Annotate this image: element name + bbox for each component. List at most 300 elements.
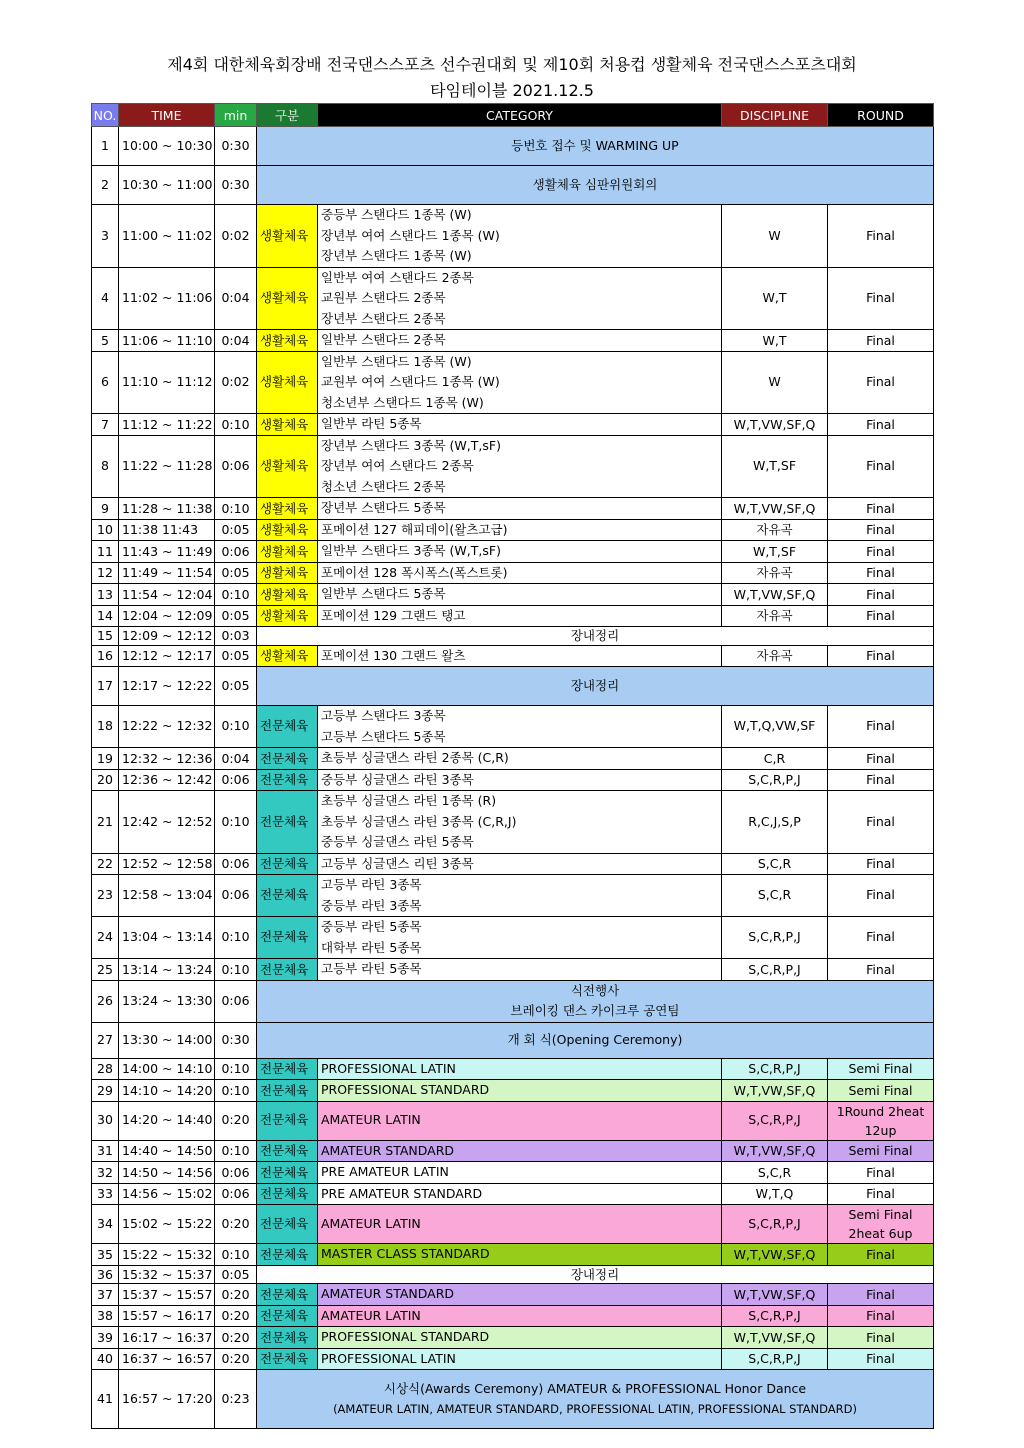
table-row — [92, 519, 934, 541]
category-line: 장년부 여여 스탠다드 1종목 (W) — [321, 227, 500, 243]
row-duration: 0:30 — [215, 1022, 257, 1058]
row-time: 15:02 ~ 15:22 — [119, 1205, 215, 1244]
row-division-badge: 전문체육 — [257, 1284, 318, 1306]
row-duration: 0:10 — [215, 706, 257, 748]
row-discipline: S,C,R — [722, 1162, 828, 1184]
row-discipline: W,T,Q — [722, 1183, 828, 1205]
row-division-badge: 생활체육 — [257, 205, 318, 268]
table-row — [92, 980, 934, 1022]
table-row — [92, 1205, 934, 1244]
table-row — [92, 627, 934, 646]
row-division-badge: 전문체육 — [257, 706, 318, 748]
row-division-badge: 생활체육 — [257, 414, 318, 436]
row-time: 14:40 ~ 14:50 — [119, 1140, 215, 1162]
table-row — [92, 748, 934, 770]
category-line: AMATEUR LATIN — [321, 1112, 421, 1128]
table-row — [92, 584, 934, 606]
row-discipline: S,C,R,P,J — [722, 959, 828, 981]
row-division-badge: 전문체육 — [257, 1244, 318, 1266]
row-division-badge: 생활체육 — [257, 519, 318, 541]
category-line: PROFESSIONAL STANDARD — [321, 1082, 490, 1097]
row-round: Final — [828, 1244, 934, 1266]
row-duration: 0:10 — [215, 1080, 257, 1102]
announcement-line: 생활체육 심판위원회의 — [532, 176, 658, 192]
table-row — [92, 605, 934, 627]
row-duration: 0:10 — [215, 917, 257, 959]
row-discipline: S,C,R,P,J — [722, 1058, 828, 1080]
row-division-badge: 생활체육 — [257, 541, 318, 563]
row-category — [318, 330, 722, 352]
table-row — [92, 1327, 934, 1349]
table-row — [92, 875, 934, 917]
row-category — [318, 351, 722, 414]
row-division-badge: 전문체육 — [257, 853, 318, 875]
row-time: 14:50 ~ 14:56 — [119, 1162, 215, 1184]
row-discipline: 자유곡 — [722, 645, 828, 667]
row-time: 12:17 ~ 12:22 — [119, 667, 215, 706]
row-duration: 0:04 — [215, 330, 257, 352]
row-number: 19 — [92, 748, 119, 770]
row-division-badge: 전문체육 — [257, 1080, 318, 1102]
row-round: Final — [828, 791, 934, 854]
category-line: AMATEUR STANDARD — [321, 1286, 455, 1301]
category-line: 초등부 싱글댄스 라틴 2종목 (C,R) — [321, 750, 509, 765]
row-round: Final — [828, 1327, 934, 1349]
row-number: 20 — [92, 769, 119, 791]
category-line: 고등부 라틴 3종목 — [321, 877, 422, 892]
row-category — [318, 414, 722, 436]
announcement-line: (AMATEUR LATIN, AMATEUR STANDARD, PROFESSIONAL LATIN, PROFESSIONAL STANDARD) — [333, 1402, 857, 1416]
row-round: Final — [828, 519, 934, 541]
row-discipline: 자유곡 — [722, 519, 828, 541]
row-time: 12:12 ~ 12:17 — [119, 645, 215, 667]
row-discipline: W,T,VW,SF,Q — [722, 1327, 828, 1349]
row-number: 30 — [92, 1101, 119, 1140]
row-number: 25 — [92, 959, 119, 981]
row-duration: 0:20 — [215, 1305, 257, 1327]
row-division-badge: 전문체육 — [257, 769, 318, 791]
row-round: Final — [828, 351, 934, 414]
row-time: 12:42 ~ 12:52 — [119, 791, 215, 854]
row-number: 27 — [92, 1022, 119, 1058]
row-time: 12:36 ~ 12:42 — [119, 769, 215, 791]
row-duration: 0:20 — [215, 1348, 257, 1370]
table-row — [92, 1305, 934, 1327]
row-time: 15:32 ~ 15:37 — [119, 1265, 215, 1284]
row-time: 12:58 ~ 13:04 — [119, 875, 215, 917]
row-category — [318, 498, 722, 520]
row-discipline: W — [722, 351, 828, 414]
row-category — [318, 1244, 722, 1266]
category-line: 청소년 스탠다드 2종목 — [321, 478, 446, 494]
row-duration: 0:02 — [215, 351, 257, 414]
category-line: 대학부 라틴 5종목 — [321, 939, 422, 955]
row-time: 11:22 ~ 11:28 — [119, 435, 215, 498]
category-line: 일반부 라틴 5종목 — [321, 416, 422, 431]
row-division-badge: 전문체육 — [257, 1162, 318, 1184]
row-number: 22 — [92, 853, 119, 875]
row-division-badge: 생활체육 — [257, 584, 318, 606]
row-round: Final — [828, 414, 934, 436]
row-division-badge: 전문체육 — [257, 1183, 318, 1205]
row-division-badge: 생활체육 — [257, 435, 318, 498]
row-discipline: S,C,R,P,J — [722, 917, 828, 959]
table-row — [92, 1022, 934, 1058]
row-round: Final — [828, 748, 934, 770]
row-round: 1Round 2heat 12up — [828, 1101, 934, 1140]
row-division-badge: 전문체육 — [257, 875, 318, 917]
table-row — [92, 541, 934, 563]
announcement-line: 장내정리 — [570, 628, 620, 643]
row-discipline: W,T — [722, 267, 828, 330]
table-row — [92, 645, 934, 667]
row-category — [318, 645, 722, 667]
row-division-badge: 전문체육 — [257, 959, 318, 981]
row-round: Semi Final 2heat 6up — [828, 1205, 934, 1244]
row-time: 12:52 ~ 12:58 — [119, 853, 215, 875]
row-number: 13 — [92, 584, 119, 606]
row-number: 17 — [92, 667, 119, 706]
row-category — [318, 1284, 722, 1306]
row-discipline: W,T,VW,SF,Q — [722, 1080, 828, 1102]
row-time: 14:56 ~ 15:02 — [119, 1183, 215, 1205]
row-duration: 0:20 — [215, 1205, 257, 1244]
row-duration: 0:05 — [215, 562, 257, 584]
row-number: 23 — [92, 875, 119, 917]
table-row — [92, 1348, 934, 1370]
row-announcement — [257, 166, 934, 205]
row-duration: 0:03 — [215, 627, 257, 646]
row-number: 16 — [92, 645, 119, 667]
row-number: 2 — [92, 166, 119, 205]
category-line: PROFESSIONAL STANDARD — [321, 1329, 490, 1344]
row-time: 13:04 ~ 13:14 — [119, 917, 215, 959]
row-duration: 0:10 — [215, 414, 257, 436]
row-discipline: 자유곡 — [722, 605, 828, 627]
row-category — [318, 435, 722, 498]
category-line: AMATEUR STANDARD — [321, 1142, 455, 1158]
row-number: 40 — [92, 1348, 119, 1370]
row-duration: 0:06 — [215, 1162, 257, 1184]
row-time: 11:54 ~ 12:04 — [119, 584, 215, 606]
row-time: 11:38 11:43 — [119, 519, 215, 541]
row-time: 10:30 ~ 11:00 — [119, 166, 215, 205]
announcement-line: 등번호 접수 및 WARMING UP — [511, 137, 679, 153]
row-time: 11:02 ~ 11:06 — [119, 267, 215, 330]
table-row — [92, 498, 934, 520]
category-line: 교원부 스탠다드 2종목 — [321, 290, 446, 305]
category-line: PRE AMATEUR STANDARD — [321, 1185, 483, 1201]
row-time: 13:30 ~ 14:00 — [119, 1022, 215, 1058]
document-title: 제4회 대한체육회장배 전국댄스스포츠 선수권대회 및 제10회 처용컵 생활체육 전국댄스스포츠대회 — [167, 55, 857, 74]
row-round: Final — [828, 435, 934, 498]
table-row — [92, 1183, 934, 1205]
category-line: PROFESSIONAL LATIN — [321, 1060, 456, 1076]
row-round: Final — [828, 645, 934, 667]
row-division-badge: 전문체육 — [257, 1327, 318, 1349]
row-number: 11 — [92, 541, 119, 563]
row-time: 15:57 ~ 16:17 — [119, 1305, 215, 1327]
row-round: Final — [828, 605, 934, 627]
row-discipline: S,C,R,P,J — [722, 769, 828, 791]
row-number: 36 — [92, 1265, 119, 1284]
row-number: 5 — [92, 330, 119, 352]
announcement-line: 장내정리 — [570, 1266, 620, 1282]
category-line: 포메이션 128 폭시폭스(폭스트롯) — [321, 564, 508, 580]
table-row — [92, 1101, 934, 1140]
row-discipline: S,C,R,P,J — [722, 1205, 828, 1244]
category-line: 장년부 여여 스탠다드 2종목 — [321, 458, 474, 473]
category-line: 중등부 싱글댄스 라틴 5종목 — [321, 834, 474, 849]
category-line: 일반부 여여 스탠다드 2종목 — [321, 269, 474, 285]
row-duration: 0:04 — [215, 748, 257, 770]
row-announcement — [257, 127, 934, 166]
column-header-min: min — [215, 104, 257, 127]
row-number: 7 — [92, 414, 119, 436]
row-category — [318, 917, 722, 959]
row-duration: 0:05 — [215, 519, 257, 541]
row-division-badge: 생활체육 — [257, 645, 318, 667]
row-category — [318, 1205, 722, 1244]
row-announcement — [257, 980, 934, 1022]
timetable — [91, 103, 934, 1429]
table-row — [92, 1244, 934, 1266]
table-row — [92, 1265, 934, 1284]
row-category — [318, 1080, 722, 1102]
row-round: Final — [828, 875, 934, 917]
row-duration: 0:30 — [215, 166, 257, 205]
row-round: Final — [828, 1284, 934, 1306]
row-discipline: S,C,R,P,J — [722, 1305, 828, 1327]
table-row — [92, 1058, 934, 1080]
row-round: Final — [828, 1305, 934, 1327]
table-row — [92, 127, 934, 166]
category-line: 교원부 여여 스탠다드 1종목 (W) — [321, 374, 500, 389]
row-number: 15 — [92, 627, 119, 646]
row-number: 24 — [92, 917, 119, 959]
row-discipline: W,T,VW,SF,Q — [722, 1244, 828, 1266]
row-category — [318, 959, 722, 981]
table-row — [92, 706, 934, 748]
table-row — [92, 959, 934, 981]
row-time: 14:00 ~ 14:10 — [119, 1058, 215, 1080]
category-line: 일반부 스탠다드 1종목 (W) — [321, 353, 472, 369]
row-discipline: 자유곡 — [722, 562, 828, 584]
table-row — [92, 791, 934, 854]
row-duration: 0:10 — [215, 498, 257, 520]
row-division-badge: 전문체육 — [257, 1205, 318, 1244]
category-line: 포메이션 129 그랜드 탱고 — [321, 607, 466, 623]
row-number: 38 — [92, 1305, 119, 1327]
row-round: Final — [828, 1348, 934, 1370]
table-row — [92, 769, 934, 791]
row-discipline: W,T,Q,VW,SF — [722, 706, 828, 748]
row-announcement — [257, 667, 934, 706]
row-duration: 0:20 — [215, 1327, 257, 1349]
row-announcement — [257, 1370, 934, 1429]
row-duration: 0:06 — [215, 435, 257, 498]
column-header-time: TIME — [119, 104, 215, 127]
row-announcement — [257, 1265, 934, 1284]
row-duration: 0:05 — [215, 1265, 257, 1284]
row-division-badge: 생활체육 — [257, 605, 318, 627]
row-division-badge: 전문체육 — [257, 1101, 318, 1140]
row-time: 11:00 ~ 11:02 — [119, 205, 215, 268]
announcement-line: 시상식(Awards Ceremony) AMATEUR & PROFESSIONAL Honor Dance — [383, 1380, 807, 1396]
row-category — [318, 853, 722, 875]
row-round: Final — [828, 917, 934, 959]
category-line: PROFESSIONAL LATIN — [321, 1350, 456, 1366]
row-division-badge: 생활체육 — [257, 498, 318, 520]
row-category — [318, 1162, 722, 1184]
row-category — [318, 1305, 722, 1327]
row-category — [318, 875, 722, 917]
row-time: 16:37 ~ 16:57 — [119, 1348, 215, 1370]
table-row — [92, 166, 934, 205]
row-number: 12 — [92, 562, 119, 584]
row-announcement — [257, 627, 934, 646]
category-line: 일반부 스탠다드 5종목 — [321, 586, 446, 601]
column-header-gubun: 구분 — [257, 104, 318, 127]
row-duration: 0:20 — [215, 1284, 257, 1306]
category-line: 일반부 스탠다드 3종목 (W,T,sF) — [321, 543, 501, 558]
row-time: 11:43 ~ 11:49 — [119, 541, 215, 563]
row-round: Semi Final — [828, 1058, 934, 1080]
row-time: 15:37 ~ 15:57 — [119, 1284, 215, 1306]
category-line: 장년부 스탠다드 1종목 (W) — [321, 248, 472, 263]
row-division-badge: 생활체육 — [257, 267, 318, 330]
row-discipline: W — [722, 205, 828, 268]
row-category — [318, 584, 722, 606]
row-discipline: W,T,VW,SF,Q — [722, 414, 828, 436]
row-number: 1 — [92, 127, 119, 166]
row-duration: 0:10 — [215, 1244, 257, 1266]
table-row — [92, 435, 934, 498]
table-row — [92, 351, 934, 414]
row-discipline: W,T — [722, 330, 828, 352]
category-line: 장년부 스탠다드 5종목 — [321, 500, 446, 515]
row-category — [318, 1348, 722, 1370]
table-row — [92, 330, 934, 352]
row-division-badge: 전문체육 — [257, 1140, 318, 1162]
row-duration: 0:30 — [215, 127, 257, 166]
row-duration: 0:06 — [215, 853, 257, 875]
row-round: Final — [828, 562, 934, 584]
row-number: 41 — [92, 1370, 119, 1429]
row-category — [318, 1101, 722, 1140]
row-discipline: W,T,VW,SF,Q — [722, 584, 828, 606]
row-division-badge: 전문체육 — [257, 1305, 318, 1327]
category-line: 초등부 싱글댄스 라틴 3종목 (C,R,J) — [321, 813, 517, 829]
row-duration: 0:05 — [215, 667, 257, 706]
category-line: 포메이션 130 그랜드 왈츠 — [321, 647, 466, 663]
category-line: 장년부 스탠다드 3종목 (W,T,sF) — [321, 437, 501, 453]
announcement-line: 브레이킹 댄스 카이크루 공연팀 — [510, 1003, 680, 1018]
row-discipline: W,T,VW,SF,Q — [722, 1284, 828, 1306]
row-duration: 0:02 — [215, 205, 257, 268]
row-duration: 0:06 — [215, 875, 257, 917]
table-row — [92, 1284, 934, 1306]
row-time: 13:24 ~ 13:30 — [119, 980, 215, 1022]
table-row — [92, 414, 934, 436]
column-header-no: NO. — [92, 104, 119, 127]
row-time: 13:14 ~ 13:24 — [119, 959, 215, 981]
row-time: 10:00 ~ 10:30 — [119, 127, 215, 166]
row-category — [318, 748, 722, 770]
row-category — [318, 706, 722, 748]
row-round: Final — [828, 853, 934, 875]
row-discipline: W,T,SF — [722, 541, 828, 563]
table-row — [92, 1370, 934, 1429]
row-category — [318, 769, 722, 791]
row-category — [318, 267, 722, 330]
row-number: 37 — [92, 1284, 119, 1306]
row-category — [318, 791, 722, 854]
table-row — [92, 853, 934, 875]
row-time: 12:22 ~ 12:32 — [119, 706, 215, 748]
row-category — [318, 1327, 722, 1349]
row-division-badge: 전문체육 — [257, 1058, 318, 1080]
row-round: Final — [828, 706, 934, 748]
row-round: Final — [828, 330, 934, 352]
row-category — [318, 1058, 722, 1080]
row-duration: 0:10 — [215, 1058, 257, 1080]
row-number: 34 — [92, 1205, 119, 1244]
row-category — [318, 205, 722, 268]
row-duration: 0:06 — [215, 541, 257, 563]
row-number: 4 — [92, 267, 119, 330]
category-line: AMATEUR LATIN — [321, 1215, 421, 1231]
announcement-line: 개 회 식(Opening Ceremony) — [507, 1031, 683, 1047]
row-round: Final — [828, 1183, 934, 1205]
row-round: Semi Final — [828, 1140, 934, 1162]
category-line: 포메이션 127 해피데이(왈츠고급) — [321, 521, 508, 537]
row-number: 6 — [92, 351, 119, 414]
row-discipline: W,T,VW,SF,Q — [722, 1140, 828, 1162]
row-duration: 0:05 — [215, 645, 257, 667]
row-division-badge: 전문체육 — [257, 748, 318, 770]
table-row — [92, 1162, 934, 1184]
category-line: 고등부 싱글댄스 리틴 3종목 — [321, 855, 474, 871]
row-duration: 0:10 — [215, 959, 257, 981]
row-number: 3 — [92, 205, 119, 268]
row-division-badge: 전문체육 — [257, 917, 318, 959]
category-line: 고등부 스탠다드 5종목 — [321, 728, 446, 744]
row-time: 12:09 ~ 12:12 — [119, 627, 215, 646]
row-round: Final — [828, 584, 934, 606]
row-discipline: W,T,VW,SF,Q — [722, 498, 828, 520]
row-duration: 0:06 — [215, 769, 257, 791]
category-line: 중등부 라틴 3종목 — [321, 897, 422, 913]
row-announcement — [257, 1022, 934, 1058]
row-round: Semi Final — [828, 1080, 934, 1102]
row-division-badge: 전문체육 — [257, 1348, 318, 1370]
row-discipline: S,C,R,P,J — [722, 1101, 828, 1140]
row-time: 11:06 ~ 11:10 — [119, 330, 215, 352]
row-duration: 0:20 — [215, 1101, 257, 1140]
row-round: Final — [828, 498, 934, 520]
table-row — [92, 562, 934, 584]
row-category — [318, 1140, 722, 1162]
row-number: 35 — [92, 1244, 119, 1266]
row-time: 11:10 ~ 11:12 — [119, 351, 215, 414]
category-line: AMATEUR LATIN — [321, 1307, 421, 1323]
row-duration: 0:10 — [215, 791, 257, 854]
row-division-badge: 생활체육 — [257, 351, 318, 414]
announcement-line: 장내정리 — [570, 677, 620, 693]
row-division-badge: 전문체육 — [257, 791, 318, 854]
table-row — [92, 667, 934, 706]
